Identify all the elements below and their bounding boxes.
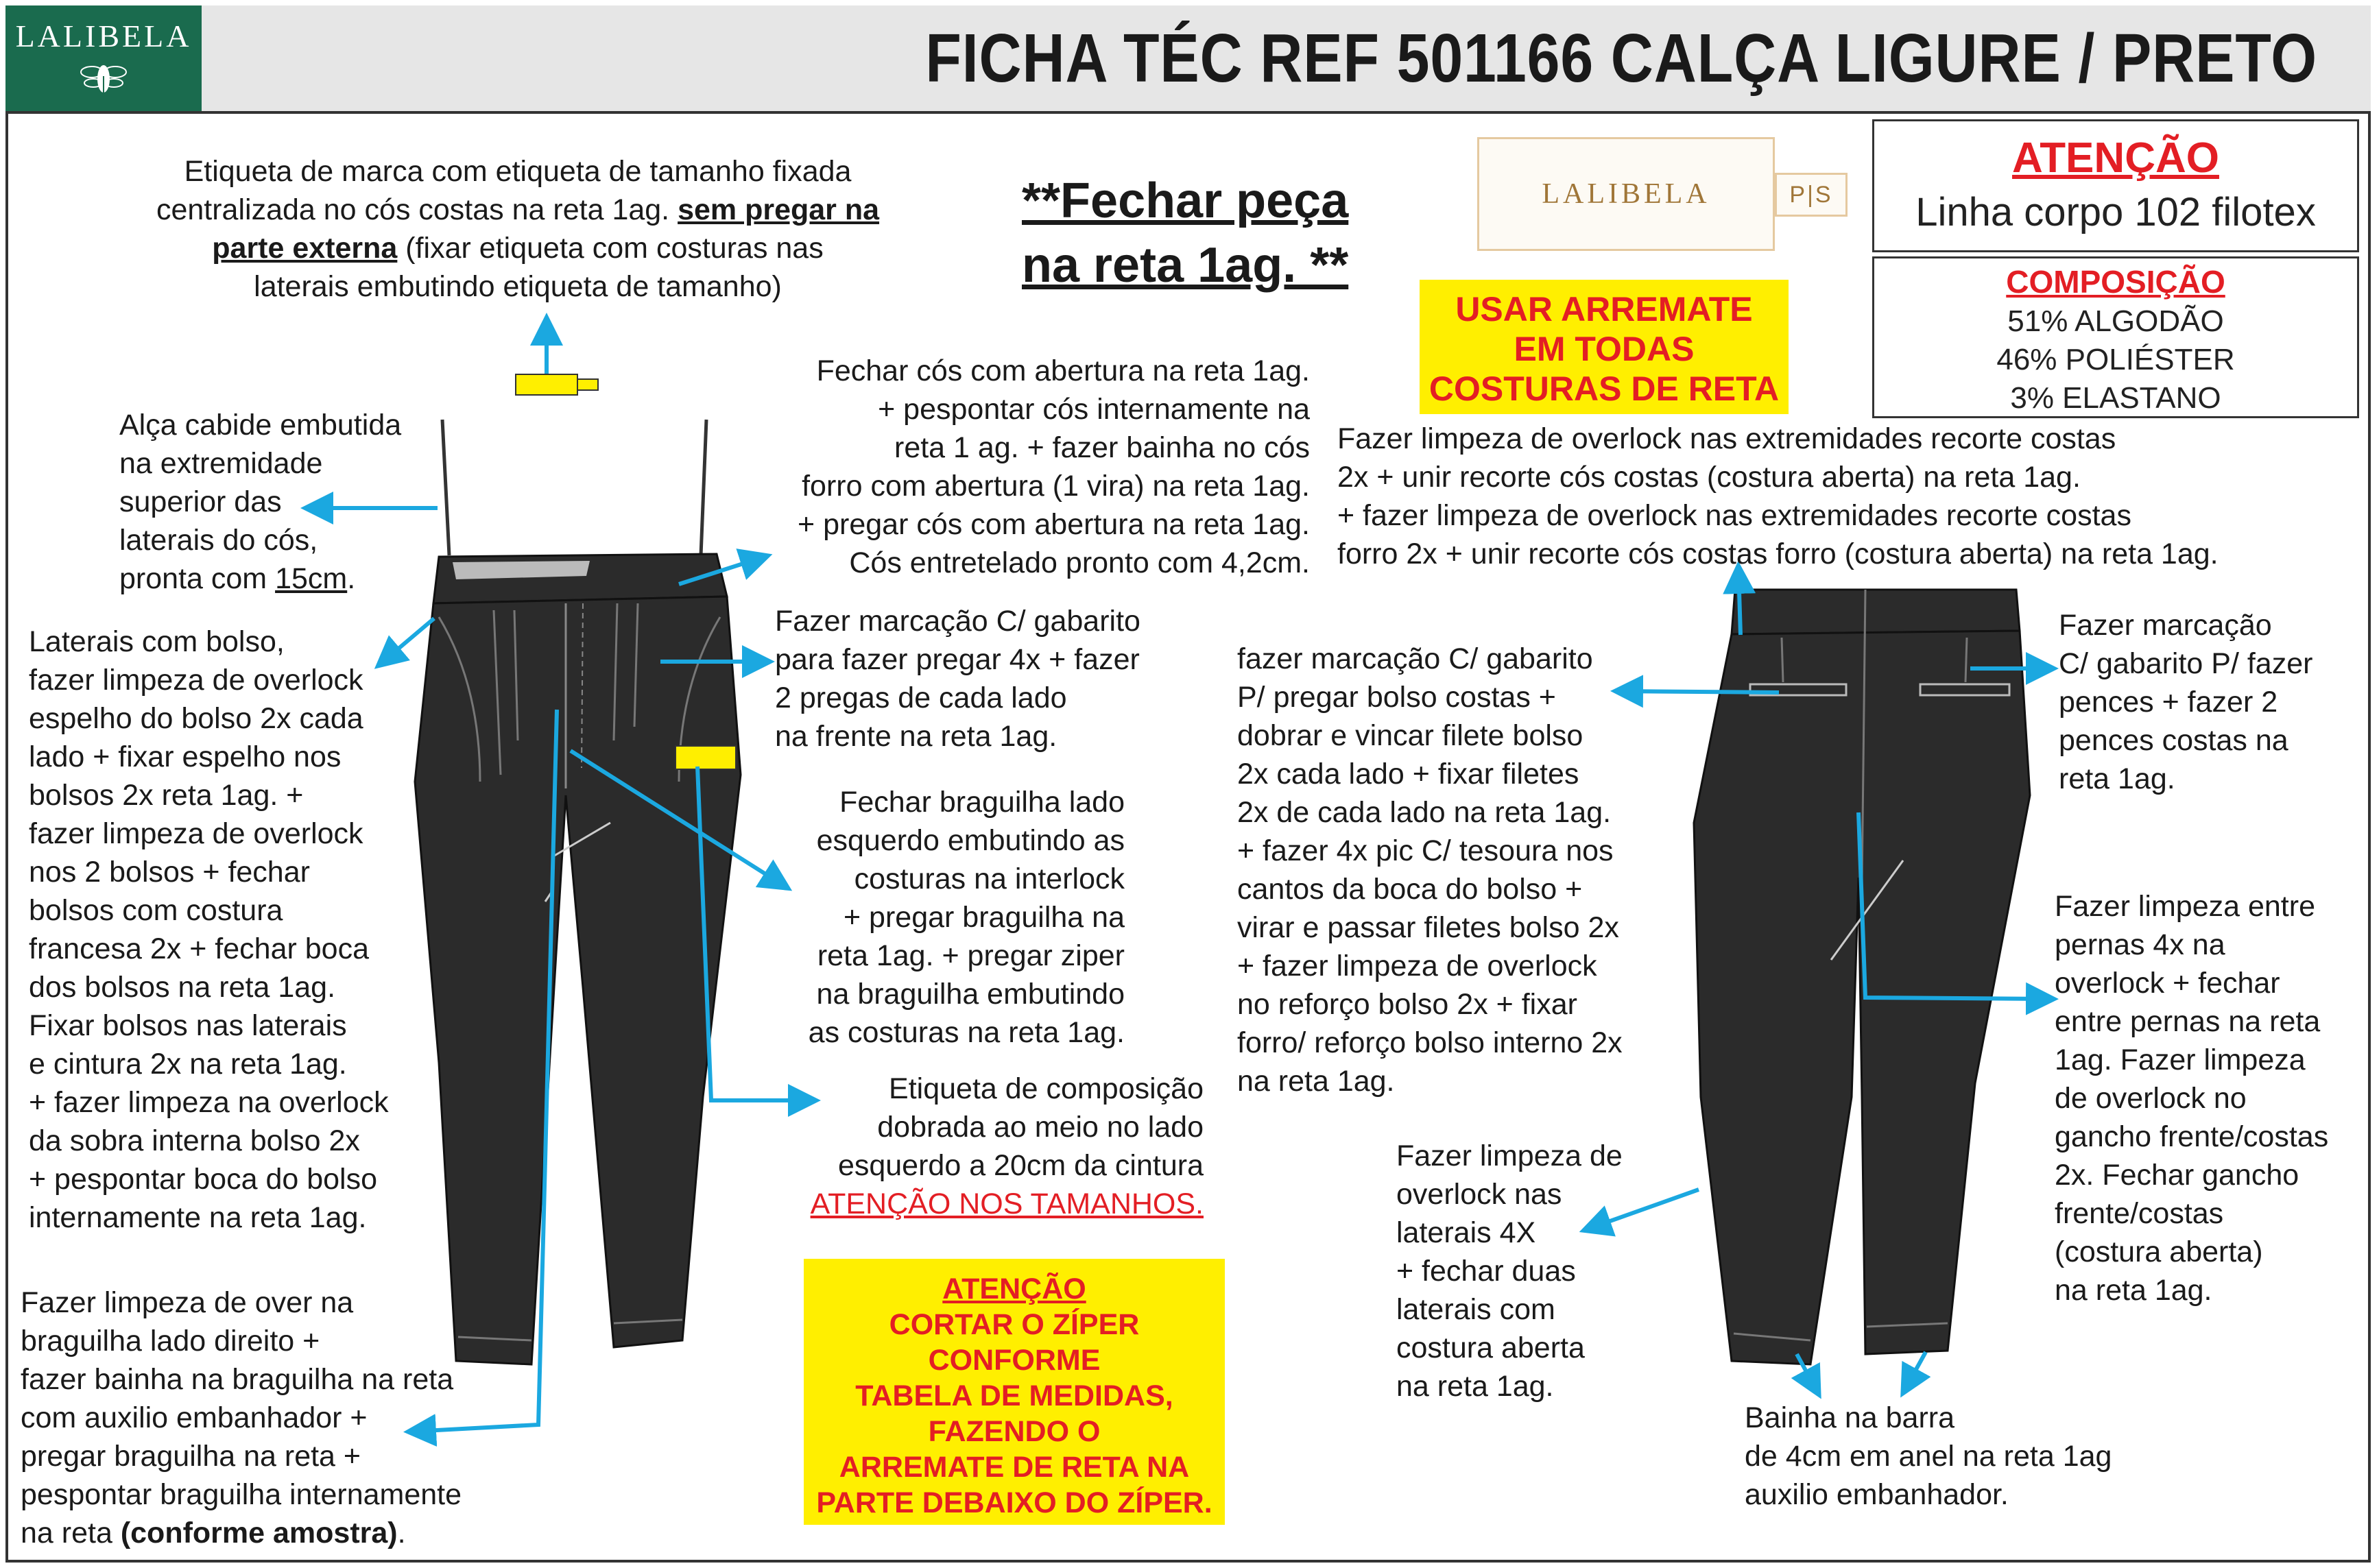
brand-label-sample: LALIBELA [1477, 137, 1775, 251]
brand-label-marker [516, 374, 577, 395]
zipper-warning-box: ATENÇÃO CORTAR O ZÍPER CONFORME TABELA DE MEDIDAS, FAZENDO O ARREMATE DE RETA NA PARTE DEBAIXO DO ZÍPER. [804, 1259, 1225, 1525]
back-waistband [1732, 590, 2020, 634]
composition-box: COMPOSIÇÃO 51% ALGODÃO 46% POLIÉSTER 3% ELASTANO [1872, 256, 2359, 418]
arremate-warning-box: USAR ARREMATE EM TODAS COSTURAS DE RETA [1420, 280, 1789, 414]
composition-label-note: Etiqueta de composição dobrada ao meio no lado esquerdo a 20cm da cintura ATENÇÃO NOS TAMANHOS. [720, 1070, 1204, 1223]
brand-logo-text: LALIBELA [15, 19, 192, 53]
sizes-warning: ATENÇÃO NOS TAMANHOS. [810, 1187, 1204, 1220]
fly-right-note: Fazer limpeza de over na braguilha lado direito + fazer bainha na braguilha na reta com auxilio embanhador + pregar braguilha na reta + pespontar braguilha internamente na reta (conforme amostra). [21, 1286, 462, 1549]
inseam-note: Fazer limpeza entre pernas 4x na overlock + fechar entre pernas na reta 1ag. Fazer limpeza de overlock no gancho frente/costas 2x. Fechar gancho frente/costas (costura aberta) na reta 1ag. [2055, 890, 2329, 1307]
front-pants-body [415, 596, 741, 1364]
close-piece-note: **Fechar peça na reta 1ag. ** [1022, 173, 1349, 293]
fly-left-note: Fechar braguilha lado esquerdo embutindo as costuras na interlock + pregar braguilha na reta 1ag. + pregar ziper na braguilha embutindo as costuras na reta 1ag. [808, 786, 1125, 1049]
darts-note: Fazer marcação C/ gabarito P/ fazer pences + fazer 2 pences costas na reta 1ag. [2059, 609, 2313, 795]
hanger-loop-left [442, 420, 449, 555]
page-title: FICHA TÉC REF 501166 CALÇA LIGURE / PRETO [925, 20, 2317, 97]
composition-label-marker [676, 746, 736, 769]
side-seam-note: Fazer limpeza de overlock nas laterais 4X + fechar duas laterais com costura aberta na reta 1ag. [1396, 1139, 1623, 1403]
back-pants-drawing [1694, 590, 2030, 1364]
hanger-loop-note: Alça cabide embutida na extremidade superior das laterais do cós, pronta com 15cm. [119, 409, 402, 595]
hem-note: Bainha na barra de 4cm em anel na reta 1ag auxilio embanhador. [1745, 1401, 2112, 1511]
size-tag-sample: P|S [1775, 173, 1848, 217]
side-pockets-note: Laterais com bolso, fazer limpeza de overlock espelho do bolso 2x cada lado + fixar espelho nos bolsos 2x reta 1ag. + fazer limpeza de overlock nos 2 bolsos + fechar bolsos com costura francesa 2x + fechar boca dos bolsos na reta 1ag. Fixar bolsos nas laterais e cintura 2x na reta 1ag. + fazer limpeza na overlock da sobra interna bolso 2x + pespontar boca do bolso internamente na reta 1ag. [29, 625, 389, 1234]
pleats-note: Fazer marcação C/ gabarito para fazer pregar 4x + fazer 2 pregas de cada lado na frente na reta 1ag. [775, 605, 1140, 753]
brand-label-note: Etiqueta de marca com etiqueta de tamanho fixada centralizada no cós costas na reta 1ag. sem pregar na parte externa (fixar etiqueta com costuras nas laterais embutindo etiqueta de tamanho) [156, 155, 880, 303]
waistband-note: Fechar cós com abertura na reta 1ag. + pespontar cós internamente na reta 1 ag. + fazer bainha no cós forro com abertura (1 vira) na reta 1ag. + pregar cós com abertura na reta 1ag. Cós entretelado pronto com 4,2cm. [798, 354, 1310, 579]
back-pocket-note: fazer marcação C/ gabarito P/ pregar bolso costas + dobrar e vincar filete bolso 2x cada lado + fixar filetes 2x de cada lado na reta 1ag. + fazer 4x pic C/ tesoura nos cantos da boca do bolso + virar e passar filetes bolso 2x + fazer limpeza de overlock no reforço bolso 2x + fixar forro/ reforço bolso interno 2x na reta 1ag. [1237, 642, 1623, 1098]
back-overlock-note: Fazer limpeza de overlock nas extremidades recorte costas 2x + unir recorte cós costas (costura aberta) na reta 1ag. + fazer limpeza de overlock nas extremidades recorte costas forro 2x + unir recorte cós costas forro (costura aberta) na reta 1ag. [1337, 422, 2219, 570]
attention-thread-box: ATENÇÃO Linha corpo 102 filotex [1872, 119, 2359, 252]
